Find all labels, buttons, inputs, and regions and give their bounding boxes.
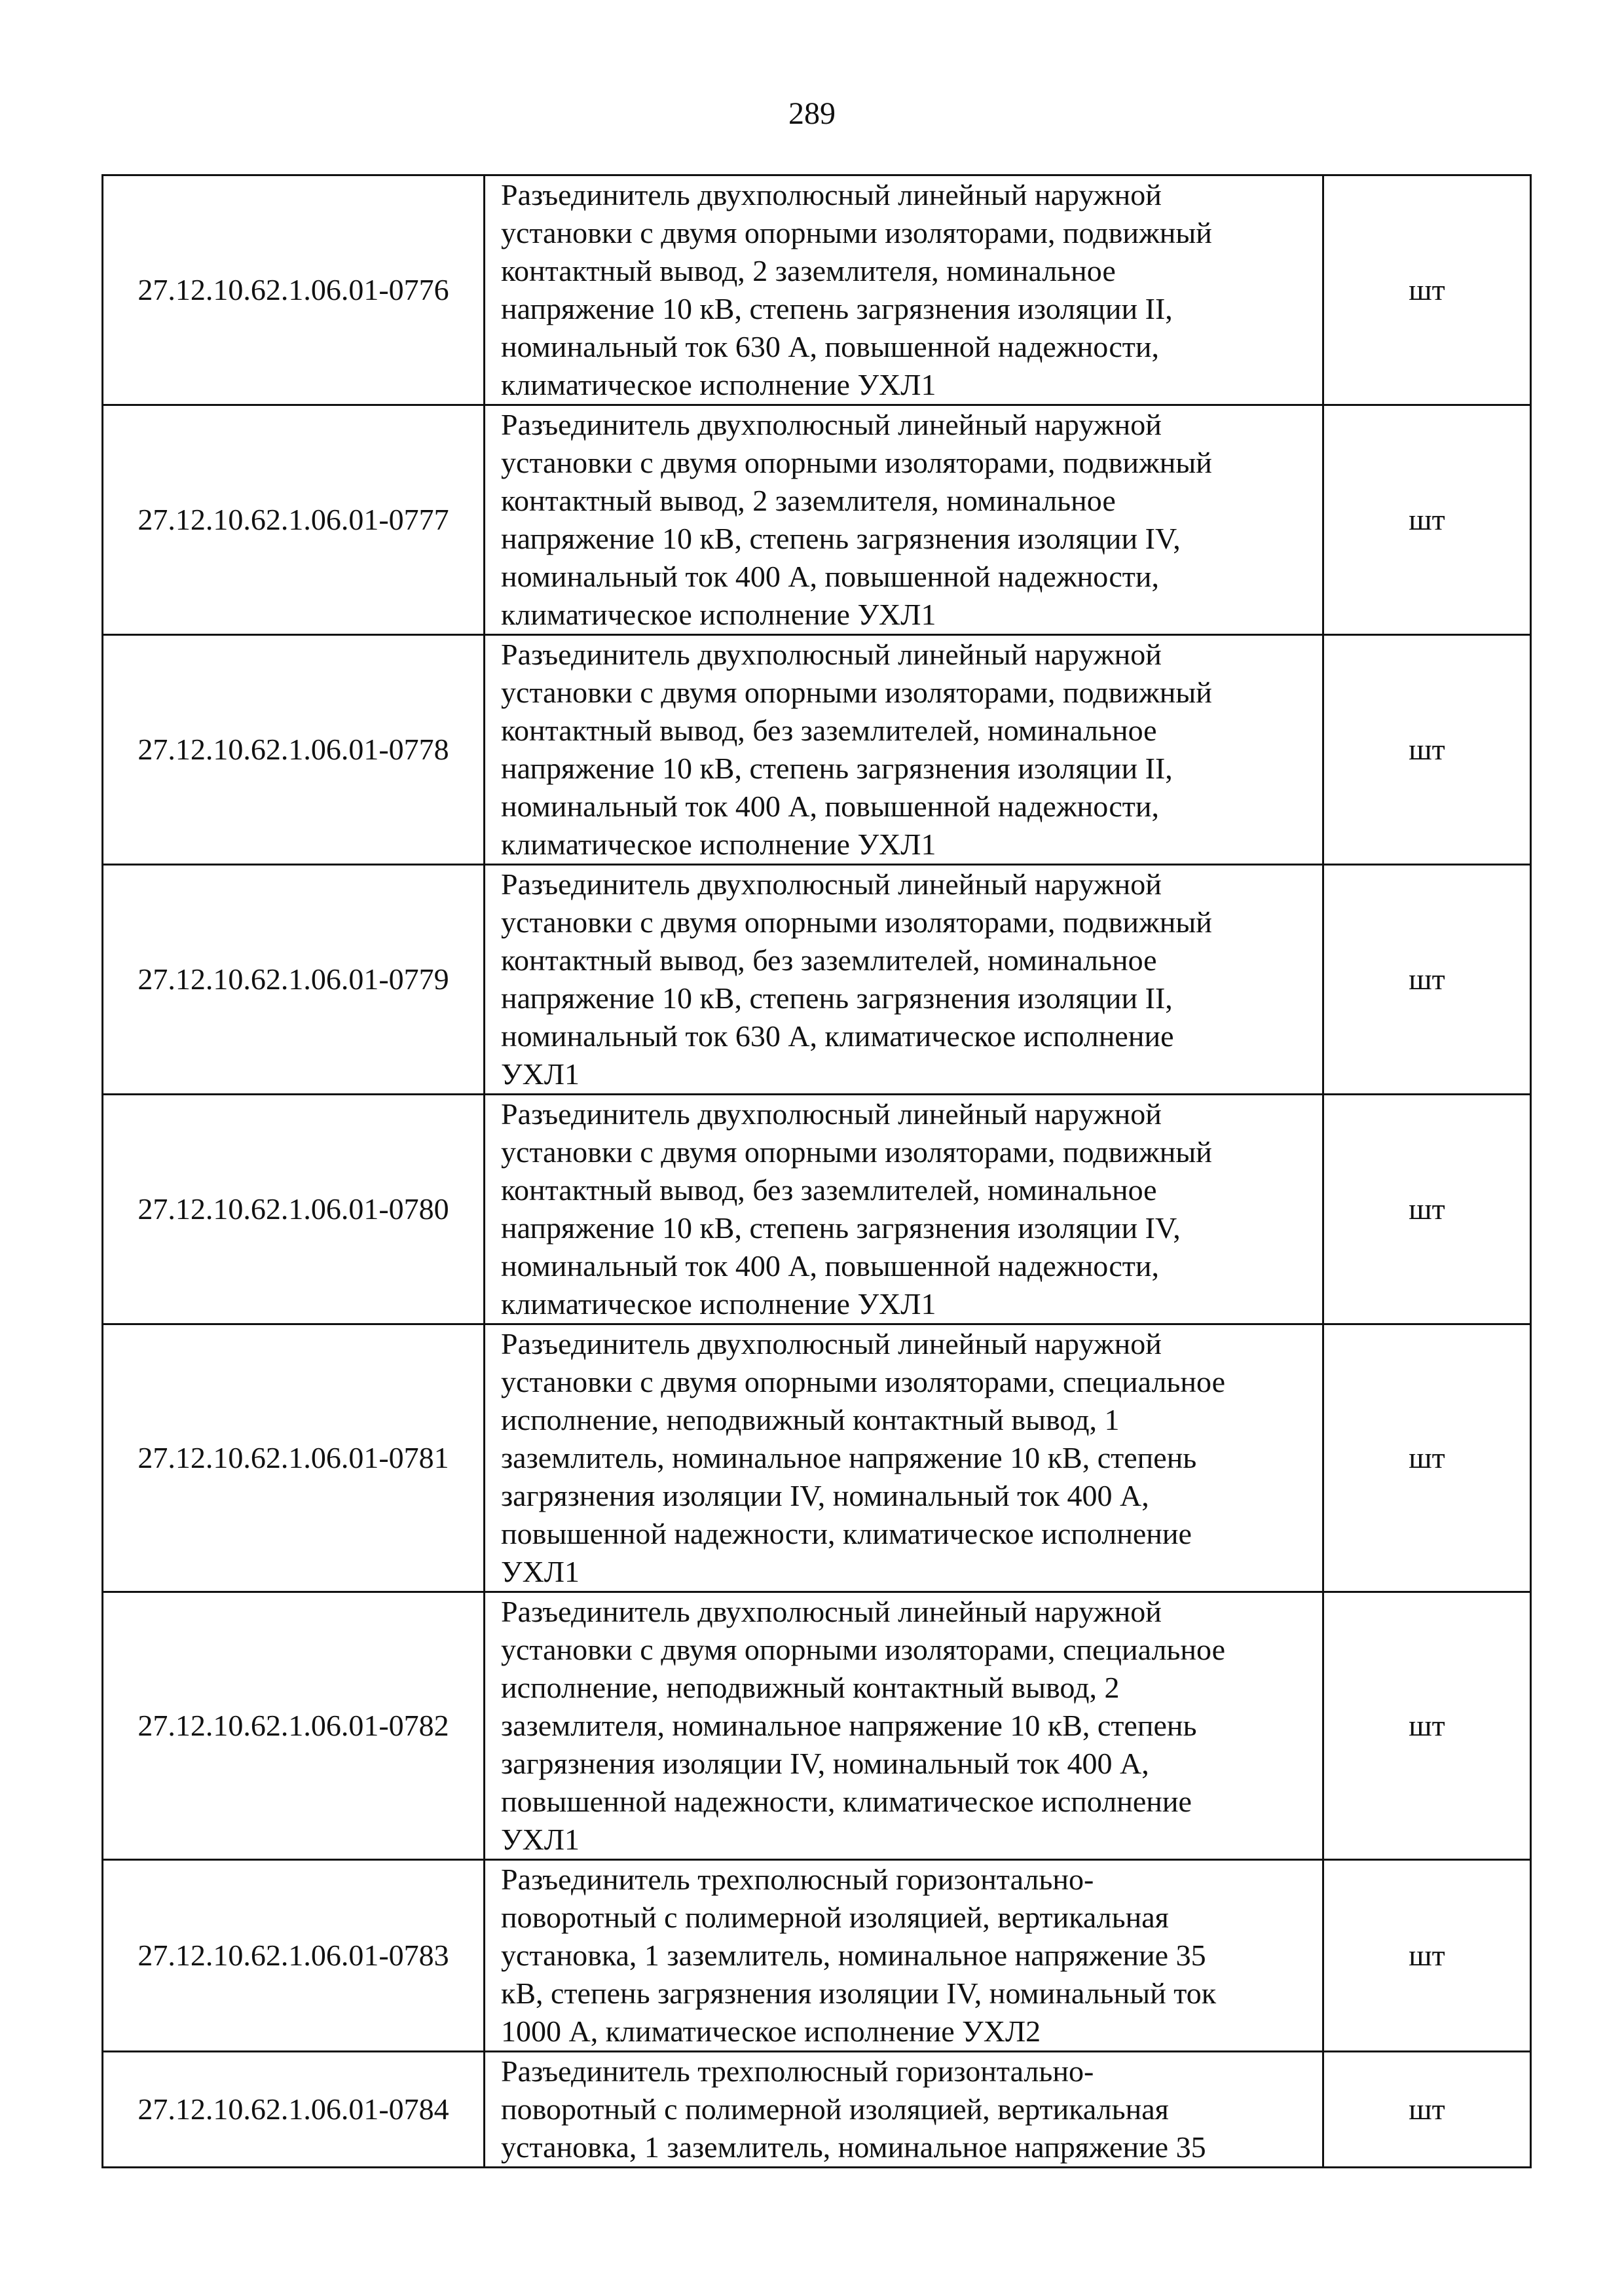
item-unit: шт: [1323, 1860, 1531, 2052]
description-line: заземлителя, номинальное напряжение 10 кВ, степень: [501, 1709, 1197, 1742]
description-line: Разъединитель двухполюсный линейный наружной: [501, 1097, 1162, 1131]
description-line: установки с двумя опорными изоляторами, подвижный: [501, 216, 1212, 249]
description-line: УХЛ1: [501, 1057, 580, 1091]
description-line: 1000 А, климатическое исполнение УХЛ2: [501, 2014, 1041, 2048]
item-code: 27.12.10.62.1.06.01-0778: [103, 635, 485, 865]
description-line: поворотный с полимерной изоляцией, вертикальная: [501, 2092, 1169, 2126]
item-description: [485, 405, 1323, 635]
description-line: установки с двумя опорными изоляторами, специальное: [501, 1365, 1225, 1398]
description-line: контактный вывод, без заземлителей, номинальное: [501, 1173, 1157, 1207]
description-line: номинальный ток 630 А, климатическое исполнение: [501, 1019, 1174, 1053]
item-code: 27.12.10.62.1.06.01-0784: [103, 2052, 485, 2168]
table-row: [103, 1095, 1531, 1324]
description-line: установки с двумя опорными изоляторами, подвижный: [501, 446, 1212, 479]
description-line: заземлитель, номинальное напряжение 10 кВ, степень: [501, 1441, 1197, 1474]
item-code: 27.12.10.62.1.06.01-0782: [103, 1592, 485, 1860]
description-line: установка, 1 заземлитель, номинальное напряжение 35: [501, 1939, 1206, 1972]
item-unit: шт: [1323, 865, 1531, 1095]
item-code: 27.12.10.62.1.06.01-0777: [103, 405, 485, 635]
description-line: Разъединитель двухполюсный линейный наружной: [501, 1327, 1162, 1360]
table-row: [103, 1860, 1531, 2052]
description-line: напряжение 10 кВ, степень загрязнения изоляции II,: [501, 752, 1173, 785]
description-line: Разъединитель двухполюсный линейный наружной: [501, 178, 1162, 211]
description-line: загрязнения изоляции IV, номинальный ток 400 А,: [501, 1747, 1149, 1780]
item-unit: шт: [1323, 1324, 1531, 1592]
table-row: [103, 405, 1531, 635]
description-line: установки с двумя опорными изоляторами, подвижный: [501, 1135, 1212, 1169]
description-line: номинальный ток 400 А, повышенной надежности,: [501, 1249, 1160, 1283]
description-line: номинальный ток 630 А, повышенной надежности,: [501, 330, 1160, 363]
description-line: Разъединитель двухполюсный линейный наружной: [501, 867, 1162, 901]
description-line: номинальный ток 400 А, повышенной надежности,: [501, 560, 1160, 593]
description-line: климатическое исполнение УХЛ1: [501, 598, 936, 631]
description-line: климатическое исполнение УХЛ1: [501, 828, 936, 861]
item-description: [485, 1095, 1323, 1324]
description-line: УХЛ1: [501, 1555, 580, 1588]
item-code: 27.12.10.62.1.06.01-0776: [103, 175, 485, 405]
description-line: напряжение 10 кВ, степень загрязнения изоляции IV,: [501, 522, 1181, 555]
description-line: Разъединитель двухполюсный линейный наружной: [501, 638, 1162, 671]
description-line: исполнение, неподвижный контактный вывод, 2: [501, 1671, 1120, 1704]
description-line: поворотный с полимерной изоляцией, вертикальная: [501, 1901, 1169, 1934]
item-description: [485, 1592, 1323, 1860]
table-row: [103, 1324, 1531, 1592]
item-unit: шт: [1323, 2052, 1531, 2168]
description-line: климатическое исполнение УХЛ1: [501, 368, 936, 401]
description-line: кВ, степень загрязнения изоляции IV, номинальный ток: [501, 1977, 1217, 2010]
table-row: [103, 865, 1531, 1095]
item-unit: шт: [1323, 175, 1531, 405]
item-code: 27.12.10.62.1.06.01-0779: [103, 865, 485, 1095]
item-unit: шт: [1323, 1592, 1531, 1860]
description-line: исполнение, неподвижный контактный вывод, 1: [501, 1403, 1120, 1436]
description-line: Разъединитель двухполюсный линейный наружной: [501, 408, 1162, 441]
item-unit: шт: [1323, 1095, 1531, 1324]
item-unit: шт: [1323, 635, 1531, 865]
description-line: установка, 1 заземлитель, номинальное напряжение 35: [501, 2130, 1206, 2164]
description-line: контактный вывод, 2 заземлителя, номинальное: [501, 254, 1116, 287]
description-line: УХЛ1: [501, 1823, 580, 1856]
description-line: контактный вывод, 2 заземлителя, номинальное: [501, 484, 1116, 517]
item-description: [485, 635, 1323, 865]
description-line: напряжение 10 кВ, степень загрязнения изоляции IV,: [501, 1211, 1181, 1245]
description-line: Разъединитель трехполюсный горизонтально-: [501, 1863, 1094, 1896]
description-line: напряжение 10 кВ, степень загрязнения изоляции II,: [501, 292, 1173, 325]
item-description: [485, 2052, 1323, 2168]
description-line: установки с двумя опорными изоляторами, подвижный: [501, 905, 1212, 939]
description-line: контактный вывод, без заземлителей, номинальное: [501, 714, 1157, 747]
description-line: установки с двумя опорными изоляторами, специальное: [501, 1633, 1225, 1666]
page-number: 289: [788, 96, 836, 131]
description-line: установки с двумя опорными изоляторами, подвижный: [501, 676, 1212, 709]
item-code: 27.12.10.62.1.06.01-0780: [103, 1095, 485, 1324]
classifier-table: [101, 174, 1532, 2168]
description-line: напряжение 10 кВ, степень загрязнения изоляции II,: [501, 981, 1173, 1015]
item-code: 27.12.10.62.1.06.01-0783: [103, 1860, 485, 2052]
description-line: климатическое исполнение УХЛ1: [501, 1287, 936, 1321]
description-line: номинальный ток 400 А, повышенной надежности,: [501, 790, 1160, 823]
table-row: [103, 175, 1531, 405]
table-row: [103, 1592, 1531, 1860]
item-unit: шт: [1323, 405, 1531, 635]
item-description: [485, 865, 1323, 1095]
table-row: [103, 635, 1531, 865]
table-row: [103, 2052, 1531, 2168]
item-description: [485, 175, 1323, 405]
item-code: 27.12.10.62.1.06.01-0781: [103, 1324, 485, 1592]
description-line: повышенной надежности, климатическое исполнение: [501, 1517, 1192, 1550]
description-line: загрязнения изоляции IV, номинальный ток 400 А,: [501, 1479, 1149, 1512]
item-description: [485, 1860, 1323, 2052]
item-description: [485, 1324, 1323, 1592]
description-line: Разъединитель двухполюсный линейный наружной: [501, 1595, 1162, 1628]
description-line: повышенной надежности, климатическое исполнение: [501, 1785, 1192, 1818]
description-line: Разъединитель трехполюсный горизонтально-: [501, 2054, 1094, 2088]
description-line: контактный вывод, без заземлителей, номинальное: [501, 943, 1157, 977]
